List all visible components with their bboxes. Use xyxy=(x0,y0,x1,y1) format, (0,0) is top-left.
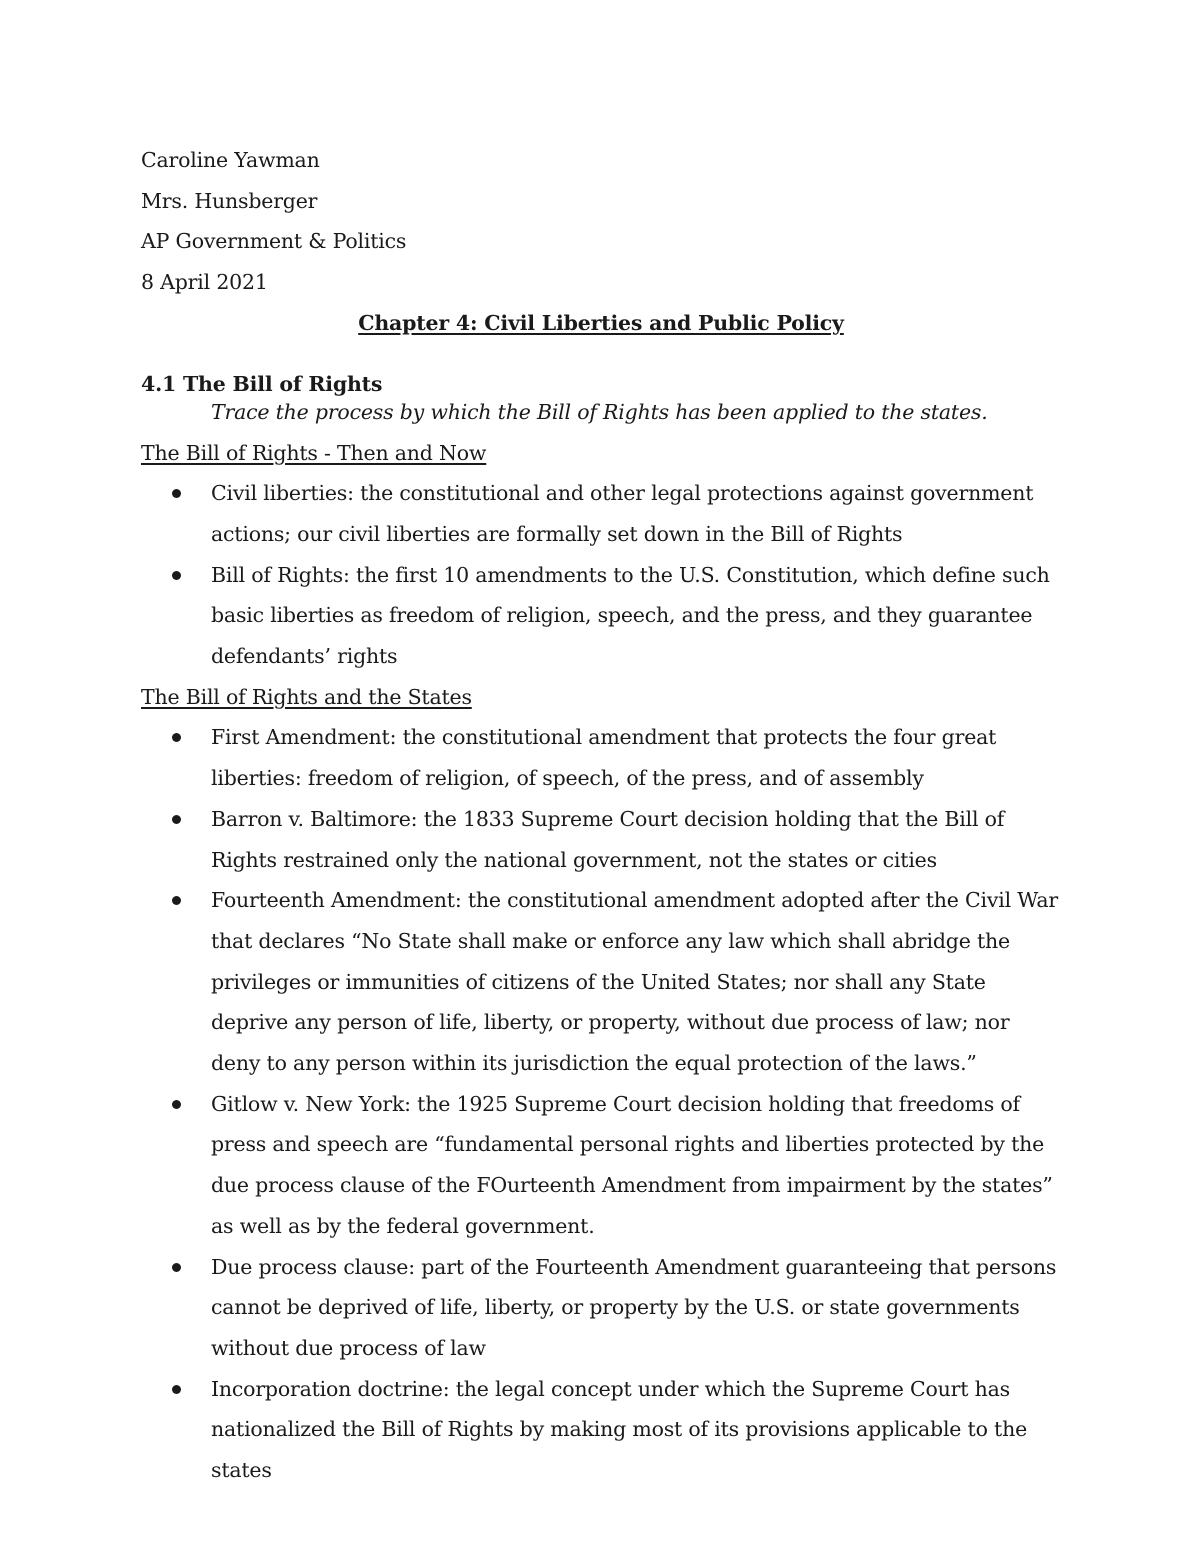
chapter-title: Chapter 4: Civil Liberties and Public Policy xyxy=(358,310,844,335)
list-item xyxy=(141,1369,1061,1491)
bullet-list-then-and-now xyxy=(141,473,1061,677)
subsection-heading-states: The Bill of Rights and the States xyxy=(141,684,472,709)
bullet-icon xyxy=(172,1385,181,1394)
bullet-text: Bill of Rights: the first 10 amendments to the U.S. Constitution, which define such basic liberties as freedom of religion, speech, and the press, and they guarantee defendants’ rights xyxy=(211,562,1050,669)
teacher-name: Mrs. Hunsberger xyxy=(141,188,318,213)
bullet-icon xyxy=(172,1100,181,1109)
bullet-icon xyxy=(172,896,181,905)
list-item xyxy=(141,555,1061,677)
list-item xyxy=(141,880,1061,1084)
list-item xyxy=(141,799,1061,880)
bullet-text: Gitlow v. New York: the 1925 Supreme Court decision holding that freedoms of press and speech are “fundamental personal rights and liberties protected by the due process clause of the FOurteenth Amendment from impairment by the states” as well as by the federal government. xyxy=(211,1091,1053,1238)
bullet-text: Due process clause: part of the Fourteenth Amendment guaranteeing that persons cannot be deprived of life, liberty, or property by the U.S. or state governments without due process of law xyxy=(211,1254,1057,1360)
section-heading: 4.1 The Bill of Rights xyxy=(141,371,383,396)
list-item xyxy=(141,1247,1061,1369)
subsection-heading-then-and-now: The Bill of Rights - Then and Now xyxy=(141,440,487,465)
bullet-icon xyxy=(172,571,181,580)
list-item xyxy=(141,473,1061,554)
bullet-icon xyxy=(172,1263,181,1272)
bullet-icon xyxy=(172,489,181,498)
bullet-icon xyxy=(172,733,181,742)
document-date: 8 April 2021 xyxy=(141,270,268,295)
course-name: AP Government & Politics xyxy=(141,229,407,254)
learning-objective: Trace the process by which the Bill of Rights has been applied to the states. xyxy=(211,399,988,424)
bullet-icon xyxy=(172,815,181,824)
bullet-list-states xyxy=(141,717,1061,1490)
bullet-text: Incorporation doctrine: the legal concept under which the Supreme Court has nationalized the Bill of Rights by making most of its provisions applicable to the states xyxy=(211,1376,1028,1483)
bullet-text: Civil liberties: the constitutional and other legal protections against government actions; our civil liberties are formally set down in the Bill of Rights xyxy=(211,481,1034,546)
list-item xyxy=(141,1084,1061,1247)
document-body xyxy=(141,140,1061,1491)
student-name: Caroline Yawman xyxy=(141,148,320,172)
list-item xyxy=(141,717,1061,798)
bullet-text: Fourteenth Amendment: the constitutional amendment adopted after the Civil War that declares “No State shall make or enforce any law which shall abridge the privileges or immunities of citizens of the United States; nor shall any State deprive any person of life, liberty, or property, without due process of law; nor deny to any person within its jurisdiction the equal protection of the laws.” xyxy=(211,888,1058,1076)
bullet-text: Barron v. Baltimore: the 1833 Supreme Court decision holding that the Bill of Rights restrained only the national government, not the states or cities xyxy=(211,806,1005,872)
bullet-text: First Amendment: the constitutional amendment that protects the four great liberties: freedom of religion, of speech, of the press, and of assembly xyxy=(211,725,997,791)
